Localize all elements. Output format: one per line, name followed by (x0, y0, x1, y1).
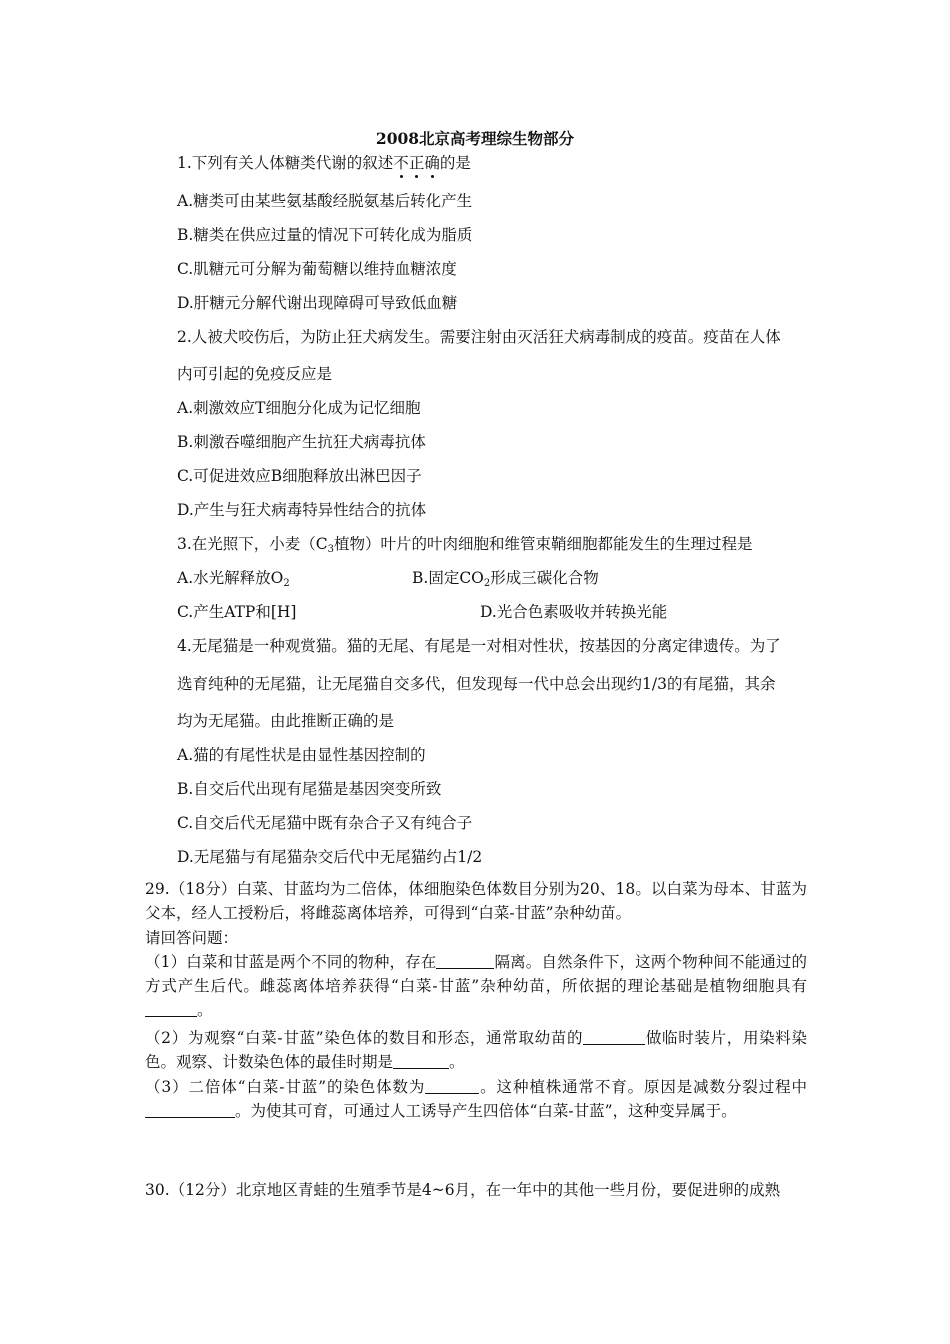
page-title: 2008北京高考理综生物部分 (375, 129, 575, 148)
question-4-stem-line-1: 4.无尾猫是一种观赏猫。猫的无尾、有尾是一对相对性状，按基因的分离定律遗传。为了 (177, 637, 781, 655)
answer-blank[interactable] (425, 1078, 479, 1095)
answer-blank[interactable] (145, 1102, 235, 1119)
question-2-option-a: A.刺激效应T细胞分化成为记忆细胞 (177, 399, 421, 417)
question-3-stem (177, 532, 753, 554)
emphasis-char: 正 (409, 151, 425, 173)
part-text: （1）白菜和甘蓝是两个不同的物种，存在 (145, 953, 437, 971)
part-text: （3）二倍体“白菜-甘蓝”的染色体数为 (145, 1078, 426, 1096)
subscript: 3 (327, 544, 335, 555)
emphasis-char: 不 (393, 151, 409, 173)
question-29-prompt: 请回答问题： (145, 929, 239, 947)
question-1-stem-end: 的是 (439, 154, 471, 172)
option-text: B.固定CO (412, 569, 484, 587)
question-1-option-c: C.肌糖元可分解为葡萄糖以维持血糖浓度 (177, 260, 457, 278)
option-text: A.水光解释放O (177, 569, 284, 587)
subscript: 2 (483, 578, 491, 589)
question-1-option-a: A.糖类可由某些氨基酸经脱氨基后转化产生 (177, 192, 473, 210)
question-1-stem-text: 1.下列有关人体糖类代谢的叙述 (177, 154, 394, 172)
question-3-option-d: D.光合色素吸收并转换光能 (480, 603, 668, 621)
part-text: （2）为观察“白菜-甘蓝”染色体的数目和形态，通常取幼苗的 (145, 1029, 584, 1047)
question-1-option-b: B.糖类在供应过量的情况下可转化成为脂质 (177, 226, 473, 244)
question-1-option-d: D.肝糖元分解代谢出现障碍可导致低血糖 (177, 294, 458, 312)
part-text: 。 (721, 1102, 737, 1120)
question-2-option-b: B.刺激吞噬细胞产生抗狂犬病毒抗体 (177, 433, 426, 451)
question-29-part-3 (145, 1075, 807, 1123)
question-3-option-a (177, 566, 290, 588)
subscript: 2 (283, 578, 290, 589)
question-3-stem-text: 植物）叶片的叶肉细胞和维管束鞘细胞都能发生的生理过程是 (334, 535, 753, 553)
answer-blank[interactable] (583, 1029, 645, 1046)
question-4-stem-line-2: 选育纯种的无尾猫，让无尾猫自交多代，但发现每一代中总会出现约1/3的有尾猫，其余 (177, 675, 776, 693)
question-3-option-c: C.产生ATP和[H] (177, 603, 297, 621)
question-29-part-2 (145, 1026, 807, 1074)
answer-blank[interactable] (436, 953, 494, 970)
question-3-option-b (412, 566, 599, 588)
part-text: 做临时装片，用染料染色。观察、计数染色体的最佳时期是 (145, 1029, 807, 1071)
question-2-option-d: D.产生与狂犬病毒特异性结合的抗体 (177, 501, 427, 519)
part-text: 。 (197, 1001, 213, 1019)
question-3-stem-text: 3.在光照下，小麦（C (177, 535, 328, 553)
question-4-option-a: A.猫的有尾性状是由显性基因控制的 (177, 746, 426, 764)
question-4-stem-line-3: 均为无尾猫。由此推断正确的是 (177, 712, 395, 730)
question-2-stem-line-2: 内可引起的免疫反应是 (177, 365, 333, 383)
question-4-option-d: D.无尾猫与有尾猫杂交后代中无尾猫约占1/2 (177, 848, 483, 866)
answer-blank[interactable] (393, 1053, 449, 1070)
part-text: 。为使其可育，可通过人工诱导产生四倍体“白菜-甘蓝”，这种变异属于 (235, 1102, 722, 1120)
question-2-option-c: C.可促进效应B细胞释放出淋巴因子 (177, 467, 422, 485)
question-29-intro: 29.（18分）白菜、甘蓝均为二倍体，体细胞染色体数目分别为20、18。以白菜为母本、甘蓝为父本，经人工授粉后，将雌蕊离体培养，可得到“白菜-甘蓝”杂种幼苗。 (145, 880, 807, 922)
part-text: 。 (449, 1053, 465, 1071)
question-4-option-b: B.自交后代出现有尾猫是基因突变所致 (177, 780, 442, 798)
answer-blank[interactable] (145, 1001, 197, 1018)
emphasis-char: 确 (424, 151, 440, 173)
part-text: 隔离。自然条件下，这两个物种间不能通过的方式产生后代。雌蕊离体培养获得“白菜-甘蓝”杂种幼苗，所依据的理论基础是植物细胞具有 (145, 953, 807, 995)
question-29-part-1 (145, 950, 807, 1022)
option-text: 形成三碳化合物 (490, 569, 599, 587)
part-text: 。这种植株通常不育。原因是减数分裂过程中 (479, 1078, 807, 1096)
question-4-option-c: C.自交后代无尾猫中既有杂合子又有纯合子 (177, 814, 473, 832)
question-30-intro: 30.（12分）北京地区青蛙的生殖季节是4~6月，在一年中的其他一些月份，要促进卵的成熟 (145, 1181, 781, 1199)
question-2-stem-line-1: 2.人被犬咬伤后，为防止狂犬病发生。需要注射由灭活狂犬病毒制成的疫苗。疫苗在人体 (177, 328, 781, 346)
question-1-stem (177, 151, 471, 173)
